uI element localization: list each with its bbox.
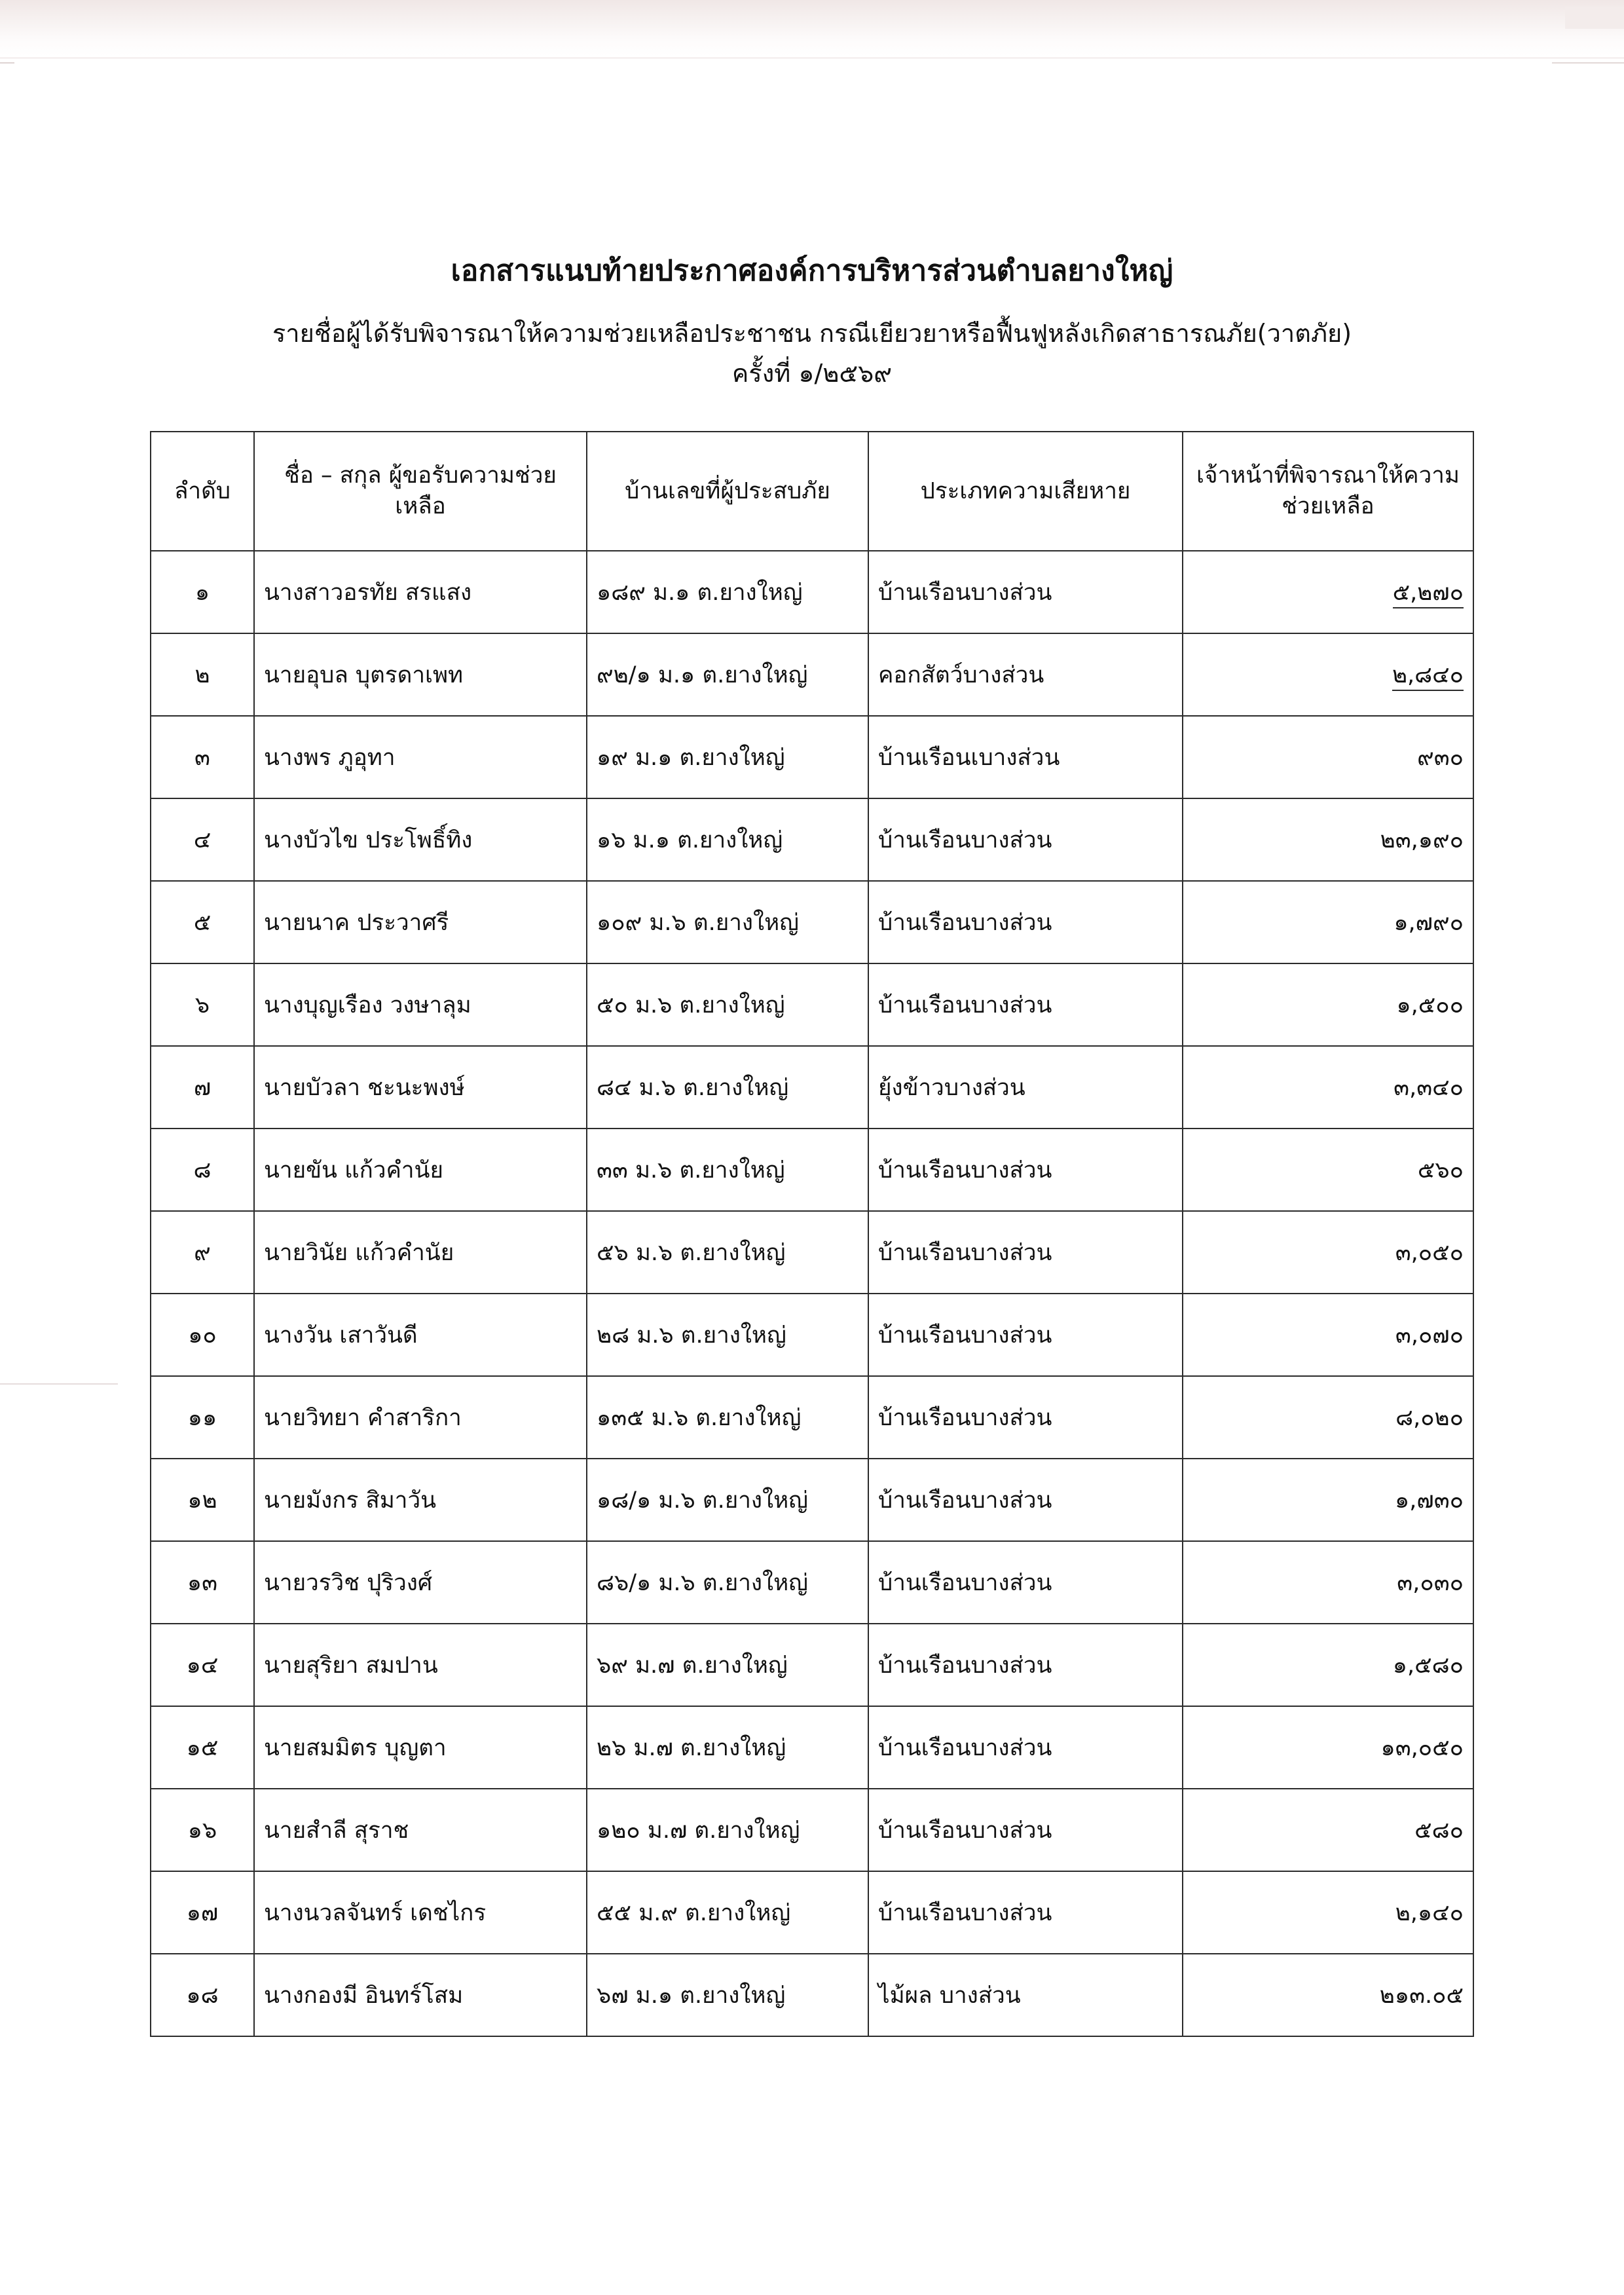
- cell-amount: [1183, 1871, 1473, 1954]
- cell-no: ๙: [151, 1211, 254, 1294]
- table-header-row: [151, 432, 1473, 551]
- cell-amount-value: ๓,๓๔๐: [1393, 1074, 1464, 1101]
- table-body: [151, 551, 1473, 2036]
- cell-name: นายมังกร สิมาวัน: [254, 1459, 587, 1541]
- cell-amount: [1183, 1954, 1473, 2036]
- cell-damage-type: บ้านเรือนบางส่วน: [868, 1459, 1183, 1541]
- cell-amount-value: ๑,๗๓๐: [1395, 1487, 1464, 1514]
- cell-damage-type: บ้านเรือนบางส่วน: [868, 1871, 1183, 1954]
- cell-damage-type: บ้านเรือนบางส่วน: [868, 798, 1183, 881]
- cell-damage-type: บ้านเรือนบางส่วน: [868, 963, 1183, 1046]
- table-row: [151, 881, 1473, 963]
- cell-damage-type: คอกสัตว์บางส่วน: [868, 633, 1183, 716]
- cell-damage-type: บ้านเรือนบางส่วน: [868, 881, 1183, 963]
- cell-no: ๑๔: [151, 1624, 254, 1706]
- table-row: [151, 1294, 1473, 1376]
- cell-damage-type: ไม้ผล บางส่วน: [868, 1954, 1183, 2036]
- cell-amount: [1183, 1376, 1473, 1459]
- cell-name: นายวิทยา คำสาริกา: [254, 1376, 587, 1459]
- cell-name: นายวรวิช ปุริวงศ์: [254, 1541, 587, 1624]
- cell-no: ๑๖: [151, 1789, 254, 1871]
- scan-artifact-mark-left: [0, 62, 14, 64]
- document-subtitle: รายชื่อผู้ได้รับพิจารณาให้ความช่วยเหลือประชาชน กรณีเยียวยาหรือฟื้นฟูหลังเกิดสาธารณภัย(วาตภัย): [272, 319, 1352, 348]
- cell-amount-value: ๓,๐๓๐: [1397, 1569, 1464, 1596]
- cell-address: ๘๔ ม.๖ ต.ยางใหญ่: [587, 1046, 868, 1129]
- cell-address: ๒๘ ม.๖ ต.ยางใหญ่: [587, 1294, 868, 1376]
- cell-amount-value: ๑,๕๐๐: [1396, 992, 1464, 1018]
- cell-amount: [1183, 551, 1473, 633]
- table-row: [151, 1789, 1473, 1871]
- cell-address: ๘๖/๑ ม.๖ ต.ยางใหญ่: [587, 1541, 868, 1624]
- cell-amount: [1183, 716, 1473, 798]
- table-row: [151, 1376, 1473, 1459]
- cell-no: ๘: [151, 1129, 254, 1211]
- column-header-no: ลำดับ: [151, 432, 254, 551]
- cell-amount: [1183, 881, 1473, 963]
- cell-damage-type: บ้านเรือนบางส่วน: [868, 1789, 1183, 1871]
- scan-artifact-mid-left: [0, 1383, 118, 1385]
- table-row: [151, 1129, 1473, 1211]
- column-header-address: บ้านเลขที่ผู้ประสบภัย: [587, 432, 868, 551]
- cell-amount-value: ๒๓,๑๙๐: [1380, 827, 1464, 853]
- table-row: [151, 1624, 1473, 1706]
- cell-address: ๑๙ ม.๑ ต.ยางใหญ่: [587, 716, 868, 798]
- cell-no: ๑๒: [151, 1459, 254, 1541]
- cell-amount: [1183, 1706, 1473, 1789]
- cell-no: ๓: [151, 716, 254, 798]
- column-header-damage-type: ประเภทความเสียหาย: [868, 432, 1183, 551]
- cell-no: ๑๕: [151, 1706, 254, 1789]
- cell-no: ๑๓: [151, 1541, 254, 1624]
- cell-amount-value: ๓,๐๕๐: [1395, 1239, 1464, 1266]
- scan-artifact-top: [0, 0, 1624, 56]
- cell-name: นางกองมี อินทร์โสม: [254, 1954, 587, 2036]
- cell-amount-value: ๒,๘๔๐: [1392, 662, 1464, 691]
- table-row: [151, 551, 1473, 633]
- cell-damage-type: บ้านเรือนบางส่วน: [868, 1129, 1183, 1211]
- cell-no: ๑๗: [151, 1871, 254, 1954]
- table-row: [151, 1046, 1473, 1129]
- cell-damage-type: บ้านเรือนบางส่วน: [868, 1211, 1183, 1294]
- cell-amount: [1183, 798, 1473, 881]
- cell-no: ๔: [151, 798, 254, 881]
- cell-no: ๑: [151, 551, 254, 633]
- cell-amount-value: ๕,๒๗๐: [1393, 580, 1464, 608]
- cell-address: ๕๐ ม.๖ ต.ยางใหญ่: [587, 963, 868, 1046]
- cell-amount: [1183, 633, 1473, 716]
- cell-amount: [1183, 1046, 1473, 1129]
- cell-name: นางสาวอรทัย สรแสง: [254, 551, 587, 633]
- cell-amount: [1183, 1129, 1473, 1211]
- table-row: [151, 1211, 1473, 1294]
- cell-damage-type: บ้านเรือนเบางส่วน: [868, 716, 1183, 798]
- cell-amount: [1183, 1459, 1473, 1541]
- document-header: [0, 0, 1624, 392]
- cell-damage-type: บ้านเรือนบางส่วน: [868, 1624, 1183, 1706]
- cell-amount-value: ๙๓๐: [1417, 744, 1464, 771]
- cell-amount: [1183, 1294, 1473, 1376]
- table-row: [151, 633, 1473, 716]
- cell-address: ๕๖ ม.๖ ต.ยางใหญ่: [587, 1211, 868, 1294]
- cell-name: นายสำลี สุราช: [254, 1789, 587, 1871]
- table-row: [151, 1706, 1473, 1789]
- cell-amount-value: ๑๓,๐๕๐: [1380, 1734, 1464, 1761]
- cell-amount: [1183, 1541, 1473, 1624]
- cell-name: นายสมมิตร บุญตา: [254, 1706, 587, 1789]
- cell-name: นายขัน แก้วคำนัย: [254, 1129, 587, 1211]
- cell-no: ๕: [151, 881, 254, 963]
- table-row: [151, 963, 1473, 1046]
- cell-damage-type: บ้านเรือนบางส่วน: [868, 1706, 1183, 1789]
- cell-name: นายอุบล บุตรดาเพท: [254, 633, 587, 716]
- cell-name: นางพร ภูอุทา: [254, 716, 587, 798]
- cell-address: ๒๖ ม.๗ ต.ยางใหญ่: [587, 1706, 868, 1789]
- cell-amount: [1183, 1624, 1473, 1706]
- scan-artifact-corner: [1565, 7, 1624, 29]
- cell-damage-type: บ้านเรือนบางส่วน: [868, 1294, 1183, 1376]
- table-row: [151, 1871, 1473, 1954]
- cell-name: นางบัวไข ประโพธิ์ทิง: [254, 798, 587, 881]
- document-issue-number: ครั้งที่ ๑/๒๕๖๙: [731, 359, 893, 388]
- cell-name: นางบุญเรือง วงษาลุม: [254, 963, 587, 1046]
- cell-damage-type: ยุ้งข้าวบางส่วน: [868, 1046, 1183, 1129]
- cell-name: นางนวลจันทร์ เดชไกร: [254, 1871, 587, 1954]
- cell-amount: [1183, 1789, 1473, 1871]
- cell-address: ๑๘/๑ ม.๖ ต.ยางใหญ่: [587, 1459, 868, 1541]
- cell-amount-value: ๑,๗๙๐: [1393, 909, 1464, 936]
- cell-damage-type: บ้านเรือนบางส่วน: [868, 1541, 1183, 1624]
- cell-no: ๑๐: [151, 1294, 254, 1376]
- cell-address: ๖๙ ม.๗ ต.ยางใหญ่: [587, 1624, 868, 1706]
- cell-address: ๑๒๐ ม.๗ ต.ยางใหญ่: [587, 1789, 868, 1871]
- cell-name: นายนาค ประวาศรี: [254, 881, 587, 963]
- table-row: [151, 1541, 1473, 1624]
- cell-amount-value: ๒๑๓.๐๕: [1379, 1982, 1464, 2009]
- cell-amount-value: ๕๘๐: [1414, 1817, 1464, 1844]
- cell-name: นายบัวลา ชะนะพงษ์: [254, 1046, 587, 1129]
- cell-amount-value: ๒,๑๔๐: [1395, 1899, 1464, 1926]
- cell-amount-value: ๕๖๐: [1417, 1157, 1464, 1184]
- cell-address: ๕๕ ม.๙ ต.ยางใหญ่: [587, 1871, 868, 1954]
- cell-address: ๑๓๕ ม.๖ ต.ยางใหญ่: [587, 1376, 868, 1459]
- page-title: เอกสารแนบท้ายประกาศองค์การบริหารส่วนตำบลยางใหญ่: [451, 254, 1173, 288]
- cell-address: ๑๘๙ ม.๑ ต.ยางใหญ่: [587, 551, 868, 633]
- table-row: [151, 798, 1473, 881]
- cell-address: ๑๐๙ ม.๖ ต.ยางใหญ่: [587, 881, 868, 963]
- beneficiary-table: [150, 431, 1474, 2037]
- cell-no: ๑๑: [151, 1376, 254, 1459]
- cell-damage-type: บ้านเรือนบางส่วน: [868, 551, 1183, 633]
- cell-no: ๒: [151, 633, 254, 716]
- cell-no: ๖: [151, 963, 254, 1046]
- table-row: [151, 716, 1473, 798]
- cell-name: นายสุริยา สมปาน: [254, 1624, 587, 1706]
- scan-artifact-mark-right: [1552, 62, 1624, 64]
- column-header-name: ชื่อ – สกุล ผู้ขอรับความช่วยเหลือ: [254, 432, 587, 551]
- cell-amount-value: ๘,๐๒๐: [1395, 1404, 1464, 1431]
- cell-address: ๙๒/๑ ม.๑ ต.ยางใหญ่: [587, 633, 868, 716]
- cell-name: นางวัน เสาวันดี: [254, 1294, 587, 1376]
- table-row: [151, 1459, 1473, 1541]
- cell-amount: [1183, 963, 1473, 1046]
- table-row: [151, 1954, 1473, 2036]
- cell-no: ๑๘: [151, 1954, 254, 2036]
- cell-address: ๑๖ ม.๑ ต.ยางใหญ่: [587, 798, 868, 881]
- cell-damage-type: บ้านเรือนบางส่วน: [868, 1376, 1183, 1459]
- cell-address: ๓๓ ม.๖ ต.ยางใหญ่: [587, 1129, 868, 1211]
- cell-no: ๗: [151, 1046, 254, 1129]
- column-header-amount: เจ้าหน้าที่พิจารณาให้ความช่วยเหลือ: [1183, 432, 1473, 551]
- cell-amount-value: ๓,๐๗๐: [1395, 1322, 1464, 1349]
- cell-name: นายวินัย แก้วคำนัย: [254, 1211, 587, 1294]
- cell-amount-value: ๑,๕๘๐: [1392, 1652, 1464, 1679]
- cell-address: ๖๗ ม.๑ ต.ยางใหญ่: [587, 1954, 868, 2036]
- cell-amount: [1183, 1211, 1473, 1294]
